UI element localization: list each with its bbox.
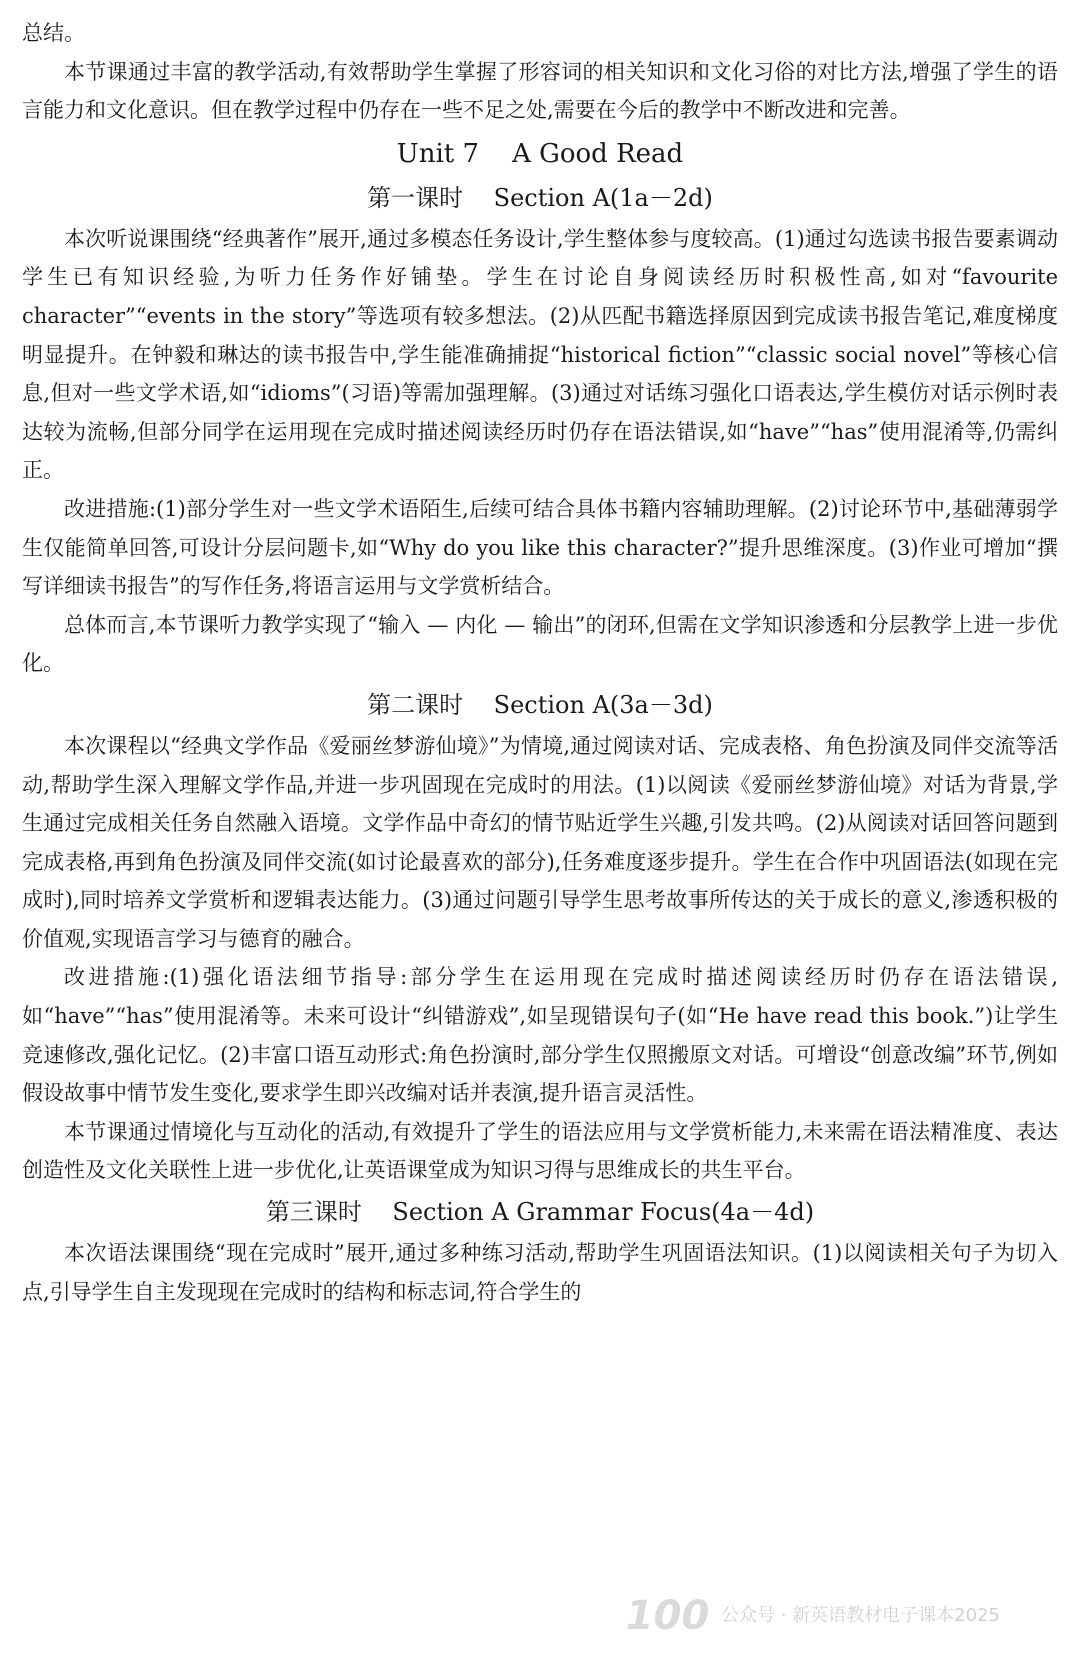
watermark-text: 公众号 · 新英语教材电子课本2025 xyxy=(721,1605,1000,1626)
watermark xyxy=(626,1593,1000,1639)
paragraph-conclusion: 本节课通过丰富的教学活动,有效帮助学生掌握了形容词的相关知识和文化习俗的对比方法,增强了学生的语言能力和文化意识。但在教学过程中仍存在一些不足之处,需要在今后的教学中不断改进和完善。 xyxy=(22,59,1058,123)
lesson1-title: 第一课时 Section A(1a－2d) xyxy=(367,183,713,212)
lesson2-paragraph-3: 本节课通过情境化与互动化的活动,有效提升了学生的语法应用与文学赏析能力,未来需在语法精准度、表达创造性及文化关联性上进一步优化,让英语课堂成为知识习得与思维成长的共生平台。 xyxy=(22,1119,1058,1183)
lesson3-paragraph-1: 本次语法课围绕“现在完成时”展开,通过多种练习活动,帮助学生巩固语法知识。(1)以阅读相关句子为切入点,引导学生自主发现现在完成时的结构和标志词,符合学生的 xyxy=(22,1241,1058,1304)
lesson1-paragraph-2: 改进措施:(1)部分学生对一些文学术语陌生,后续可结合具体书籍内容辅助理解。(2)讨论环节中,基础薄弱学生仅能简单回答,可设计分层问题卡,如“Why do you like this character?”提升思维深度。(3)作业可增加“撰写详细读书报告”的写作任务,将语言运用与文学赏析结合。 xyxy=(22,496,1058,599)
lesson2-title: 第二课时 Section A(3a－3d) xyxy=(367,690,713,719)
lesson2-paragraph-2: 改进措施:(1)强化语法细节指导:部分学生在运用现在完成时描述阅读经历时仍存在语法错误,如“have”“has”使用混淆等。未来可设计“纠错游戏”,如呈现错误句子(如“He have read this book.”)让学生竞速修改,强化记忆。(2)丰富口语互动形式:角色扮演时,部分学生仅照搬原文对话。可增设“创意改编”环节,例如假设故事中情节发生变化,要求学生即兴改编对话并表演,提升语言灵活性。 xyxy=(22,965,1058,1106)
unit-title: Unit 7 A Good Read xyxy=(396,138,684,169)
lesson1-paragraph-3: 总体而言,本节课听力教学实现了“输入 — 内化 — 输出”的闭环,但需在文学知识渗透和分层教学上进一步优化。 xyxy=(22,612,1058,676)
lesson3-title: 第三课时 Section A Grammar Focus(4a－4d) xyxy=(265,1198,815,1227)
lesson1-paragraph-1: 本次听说课围绕“经典著作”展开,通过多模态任务设计,学生整体参与度较高。(1)通过勾选读书报告要素调动学生已有知识经验,为听力任务作好铺垫。学生在讨论自身阅读经历时积极性高,如对“favourite character”“events in the story”等选项有较多想法。(2)从匹配书籍选择原因到完成读书报告笔记,难度梯度明显提升。在钟毅和琳达的读书报告中,学生能准确捕捉“historical fiction”“classic social novel”等核心信息,但对一些文学术语,如“idioms”(习语)等需加强理解。(3)通过对话练习强化口语表达,学生模仿对话示例时表达较为流畅,但部分同学在运用现在完成时描述阅读经历时仍存在语法错误,如“have”“has”使用混淆等,仍需纠正。 xyxy=(22,226,1058,483)
paragraph-summary-end: 总结。 xyxy=(22,21,85,45)
lesson2-paragraph-1: 本次课程以“经典文学作品《爱丽丝梦游仙境》”为情境,通过阅读对话、完成表格、角色扮演及同伴交流等活动,帮助学生深入理解文学作品,并进一步巩固现在完成时的用法。(1)以阅读《爱丽丝梦游仙境》对话为背景,学生通过完成相关任务自然融入语境。文学作品中奇幻的情节贴近学生兴趣,引发共鸣。(2)从阅读对话回答问题到完成表格,再到角色扮演及同伴交流(如讨论最喜欢的部分),任务难度逐步提升。学生在合作中巩固语法(如现在完成时),同时培养文学赏析和逻辑表达能力。(3)通过问题引导学生思考故事所传达的关于成长的意义,渗透积极的价值观,实现语言学习与德育的融合。 xyxy=(22,733,1058,951)
watermark-logo: 100 xyxy=(625,1593,710,1639)
